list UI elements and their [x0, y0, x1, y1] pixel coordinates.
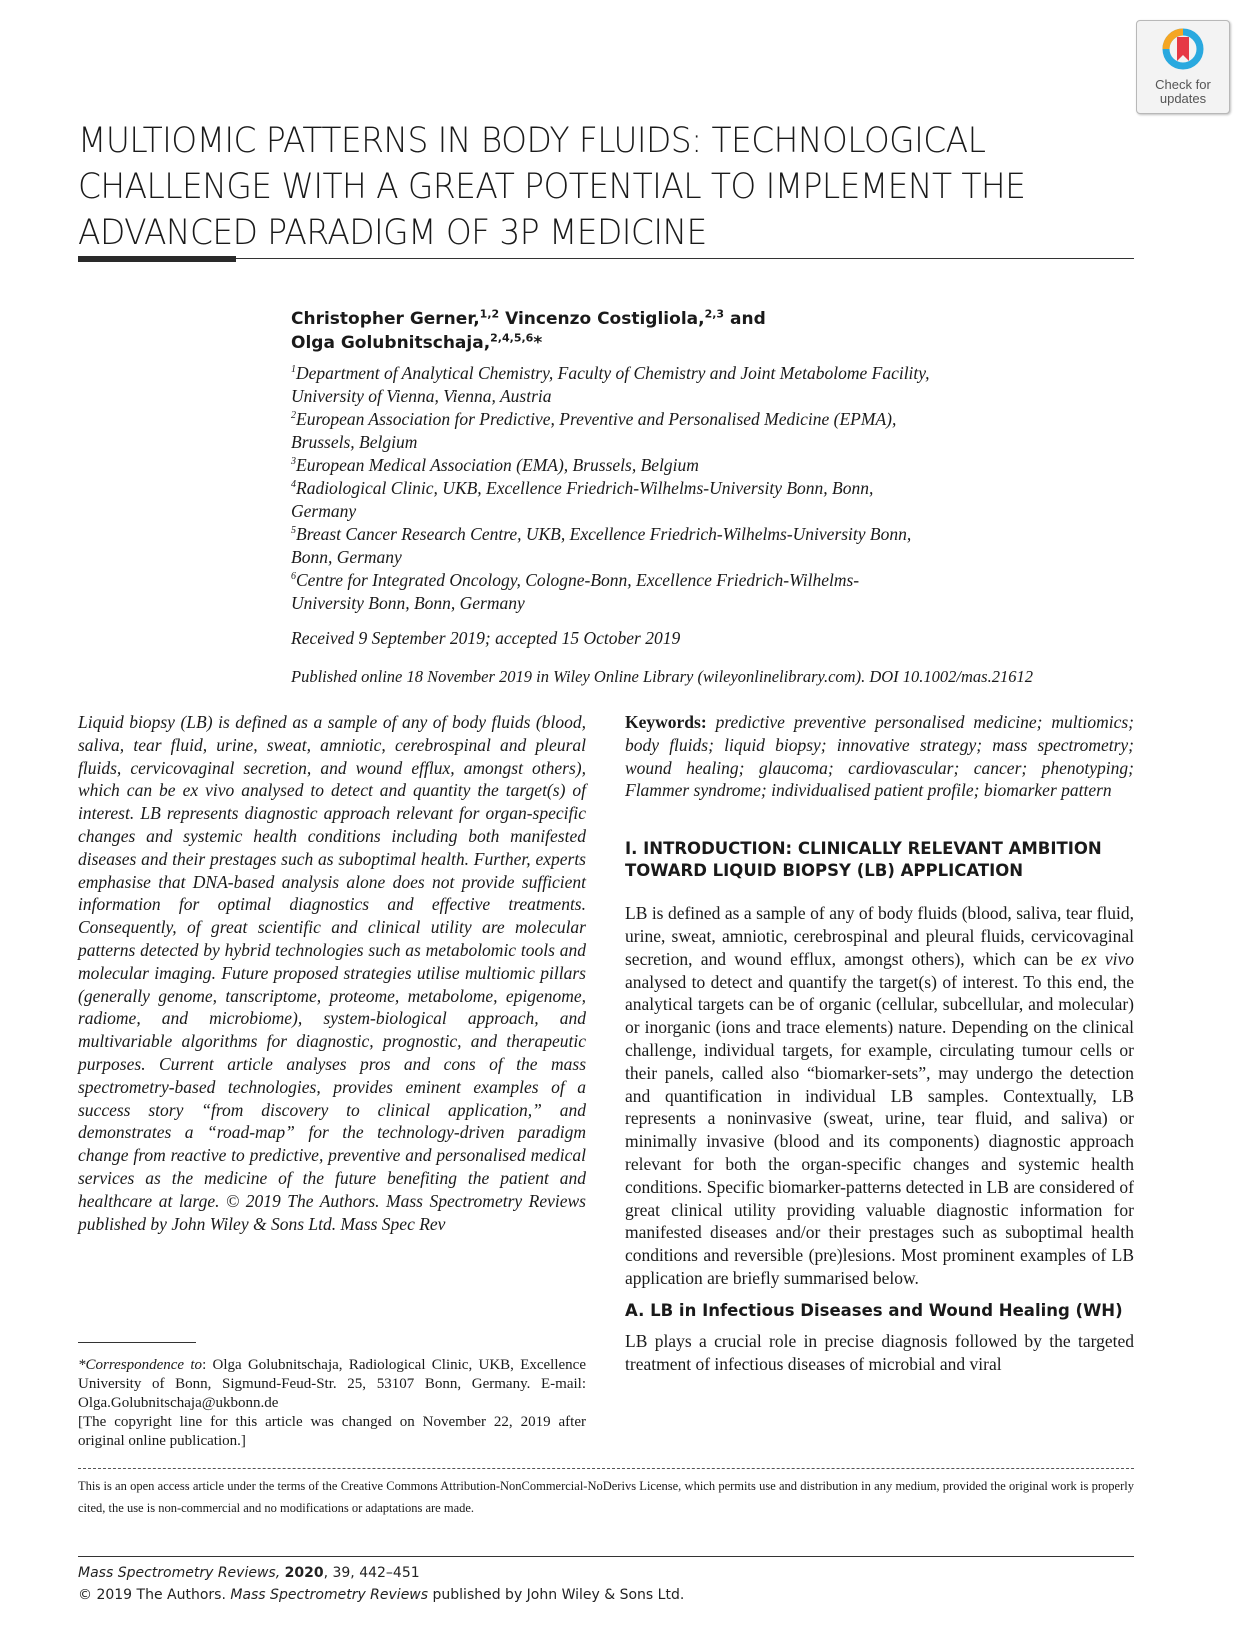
right-column — [625, 711, 1134, 1375]
subsection-paragraph: LB plays a crucial role in precise diagnosis followed by the targeted treatment of infectious diseases of microbial and viral — [625, 1330, 1134, 1374]
check-for-updates-badge[interactable] — [1136, 20, 1230, 114]
author-2: Vincenzo Costigliola,$^{2,3}$ and — [505, 307, 766, 329]
license-divider — [78, 1468, 1134, 1469]
keywords — [625, 711, 1134, 802]
keywords-label: Keywords: — [625, 712, 707, 732]
affiliation-3: $^3$European Medical Association (EMA), Brussels, Belgium — [291, 455, 699, 475]
affiliation-2: $^2$European Association for Predictive, Preventive and Personalised Medicine (EPMA), Brussels, Belgium — [291, 409, 897, 452]
affiliation-1: $^1$Department of Analytical Chemistry, Faculty of Chemistry and Joint Metabolome Facility, University of Vienna, Vienna, Austria — [291, 363, 930, 406]
badge-line-2: updates — [1159, 91, 1207, 106]
journal-citation: Mass Spectrometry Reviews, 2020, 39, 442–451 — [78, 1565, 420, 1581]
author-3: Olga Golubnitschaja,$^{2,4,5,6}$* — [291, 331, 543, 353]
copyright-change-note: [The copyright line for this article was changed on November 22, 2019 after original online publication.] — [78, 1414, 586, 1449]
affiliation-5: $^5$Breast Cancer Research Centre, UKB, Excellence Friedrich-Wilhelms-University Bonn, Bonn, Germany — [291, 524, 912, 567]
keywords-text: predictive preventive personalised medicine; multiomics; body fluids; liquid biopsy; innovative strategy; mass spectrometry; wound healing; glaucoma; cardiovascular; cancer; phenotyping; Flammer syndrome; individualised patient profile; biomarker pattern — [625, 712, 1134, 801]
badge-line-1: Check for — [1155, 77, 1211, 92]
affiliation-4: $^4$Radiological Clinic, UKB, Excellence Friedrich-Wilhelms-University Bonn, Bonn, Germany — [291, 478, 874, 521]
license-notice: This is an open access article under the terms of the Creative Commons Attribution-NonCommercial-NoDerivs License, which permits use and distribution in any medium, provided the original work is properly cited, the use is non-commercial and no modifications or adaptations are made. — [78, 1479, 1134, 1515]
author-1: Christopher Gerner,$^{1,2}$ — [291, 307, 500, 329]
subsection-heading-infectious-diseases: A. LB in Infectious Diseases and Wound Healing (WH) — [625, 1300, 1123, 1320]
page-footer — [78, 1562, 684, 1606]
section-heading-introduction: I. INTRODUCTION: CLINICALLY RELEVANT AMBITION TOWARD LIQUID BIOPSY (LB) APPLICATION — [625, 839, 1102, 881]
received-dates: Received 9 September 2019; accepted 15 October 2019 — [291, 628, 681, 648]
footer-rule — [78, 1556, 1134, 1557]
publication-info: Published online 18 November 2019 in Wiley Online Library (wileyonlinelibrary.com). DOI 10.1002/mas.21612 — [291, 667, 1033, 686]
title-rule — [78, 258, 1134, 259]
intro-paragraph: LB is defined as a sample of any of body fluids (blood, saliva, tear fluid, urine, sweat, amniotic, cerebrospinal and pleural fluids, cervicovaginal secretion, and wound efflux, amongst others), which can be ex vivo analysed to detect and quantify the target(s) of interest. To this end, the analytical targets can be of organic (cellular, subcellular, and molecular) or inorganic (ions and trace elements) nature. Depending on the clinical challenge, individual targets, for example, circulating tumour cells or their panels, called also “biomarker-sets”, may undergo the detection and quantification in individual LB samples. Contextually, LB represents a noninvasive (sweat, urine, tear fluid, and saliva) or minimally invasive (blood and its components) diagnostic approach relevant for both the organ-specific changes and systemic health conditions. Specific biomarker-patterns detected in LB are considered of great clinical utility providing valuable diagnostic information for manifested diseases and/or their prestages such as suboptimal health conditions and reversible (pre)lesions. Most prominent examples of LB application are briefly summarised below. — [625, 903, 1134, 1288]
affiliation-6: $^6$Centre for Integrated Oncology, Cologne-Bonn, Excellence Friedrich-Wilhelms-University Bonn, Bonn, Germany — [291, 570, 860, 613]
footnote-rule — [78, 1342, 196, 1343]
abstract: Liquid biopsy (LB) is defined as a sample of any of body fluids (blood, saliva, tear fluid, urine, sweat, amniotic, cerebrospinal and pleural fluids, cervicovaginal secretion, and wound efflux, amongst others), which can be ex vivo analysed to detect and quantity the target(s) of interest. LB represents diagnostic approach relevant for organ-specific changes and systemic health conditions including both manifested diseases and their prestages such as suboptimal health. Further, experts emphasise that DNA-based analysis alone does not provide sufficient information for optimal diagnostics and effective treatments. Consequently, of great scientific and clinical utility are molecular patterns detected by hybrid technologies such as metabolomic tools and molecular imaging. Future proposed strategies utilise multiomic pillars (generally genome, tanscriptome, proteome, metabolome, epigenome, radiome, and microbiome), system-biological approach, and multivariable algorithms for diagnostic, prognostic, and therapeutic purposes. Current article analyses pros and cons of the mass spectrometry-based technologies, provides eminent examples of a success story “from discovery to clinical application,” and demonstrates a “road-map” for the technology-driven paradigm change from reactive to predictive, preventive and personalised medical services as the medicine of the future benefiting the patient and healthcare at large. © 2019 The Authors. Mass Spectrometry Reviews published by John Wiley & Sons Ltd. Mass Spec Rev — [78, 712, 586, 1234]
author-list — [291, 307, 1051, 355]
correspondence-note: *Correspondence to: Olga Golubnitschaja, Radiological Clinic, UKB, Excellence University of Bonn, Sigmund-Feud-Str. 25, 53107 Bonn, Germany. E-mail: Olga.Golubnitschaja@ukbonn.de — [78, 1357, 586, 1411]
footer-copyright: © 2019 The Authors. Mass Spectrometry Reviews published by John Wiley & Sons Ltd. — [78, 1587, 685, 1603]
footnotes — [78, 1356, 586, 1451]
title-accent-bar — [78, 256, 236, 262]
affiliation-list — [291, 362, 931, 615]
crossmark-icon — [1161, 27, 1205, 75]
article-title: MULTIOMIC PATTERNS IN BODY FLUIDS: TECHNOLOGICAL CHALLENGE WITH A GREAT POTENTIAL TO IMPLEMENT THE ADVANCED PARADIGM OF 3P MEDICINE — [78, 121, 1026, 253]
